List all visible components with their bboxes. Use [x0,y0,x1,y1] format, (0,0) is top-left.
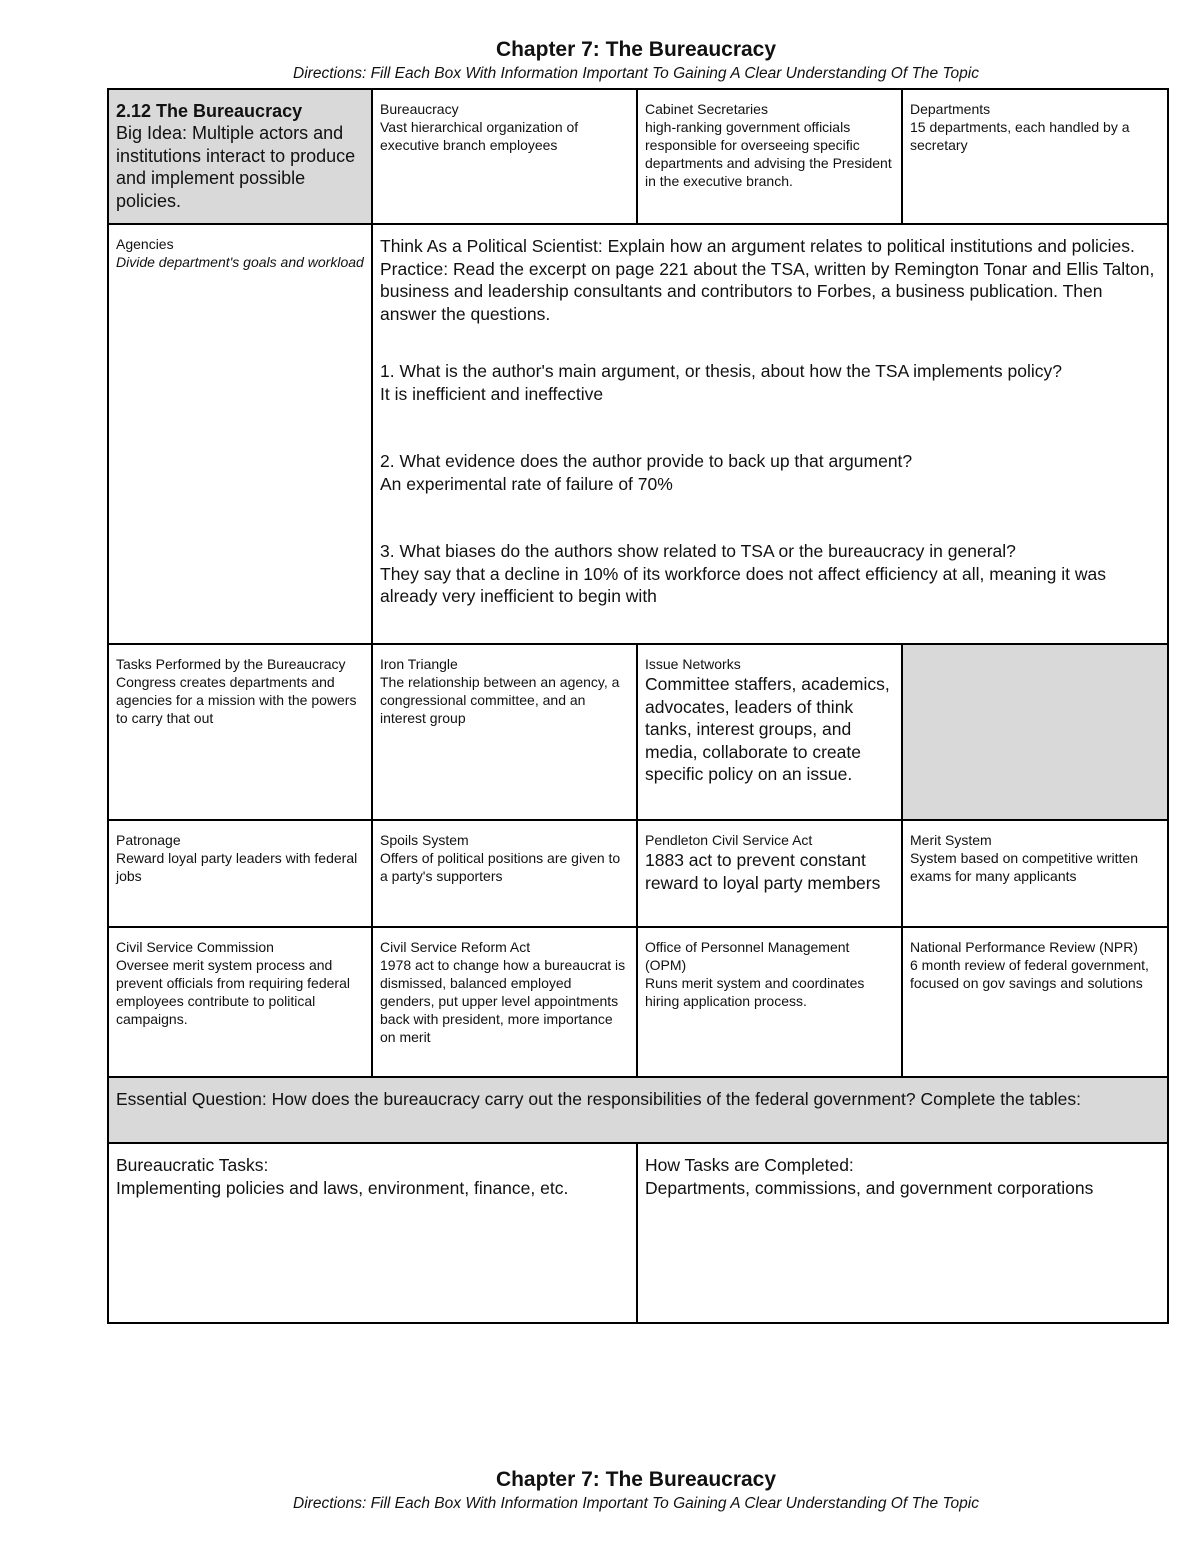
term-label: Departments [910,101,991,117]
answer-2: An experimental rate of failure of 70% [380,473,673,494]
term-cell [372,644,637,820]
tasks-cell [108,1143,637,1323]
table-row [108,89,1168,224]
term-definition: The relationship between an agency, a congressional committee, and an interest group [380,674,620,726]
tasks-answer: Implementing policies and laws, environment, finance, etc. [116,1177,569,1198]
term-definition: System based on competitive written exams for many applicants [910,850,1138,884]
term-definition: Oversee merit system process and prevent officials from requiring federal employees contribute to political campaigns. [116,957,350,1027]
tasks-completed-label: How Tasks are Completed: [645,1155,854,1175]
political-scientist-cell [372,224,1168,644]
term-definition: 1883 act to prevent constant reward to loyal party members [645,850,881,893]
page-directions: Directions: Fill Each Box With Information Important To Gaining A Clear Understanding Of The Topic [293,65,979,82]
term-cell [637,644,902,820]
term-label: Civil Service Commission [116,939,274,955]
question-2: 2. What evidence does the author provide to back up that argument? [380,451,913,471]
worksheet-table [107,88,1169,1324]
term-label: Tasks Performed by the Bureaucracy [116,656,346,672]
term-definition: 1978 act to change how a bureaucrat is dismissed, balanced employed genders, put upper level appointments back with president, more importance on merit [380,957,626,1045]
term-cell [902,89,1168,224]
table-row [108,224,1168,644]
term-cell [108,820,372,927]
term-definition: 6 month review of federal government, focused on gov savings and solutions [910,957,1149,991]
term-label: Merit System [910,832,992,848]
table-row [108,820,1168,927]
question-3: 3. What biases do the authors show related to TSA or the bureaucracy in general? [380,541,1016,561]
question-1: 1. What is the author's main argument, or thesis, about how the TSA implements policy? [380,361,1062,381]
term-cell [902,927,1168,1077]
term-cell [372,820,637,927]
answer-1: It is inefficient and ineffective [380,383,604,404]
term-label: Cabinet Secretaries [645,101,768,117]
page-header [0,38,1200,83]
term-label: Issue Networks [645,656,741,672]
table-row [108,1143,1168,1323]
term-cell [108,224,372,644]
empty-cell [902,644,1168,820]
table-row [108,1077,1168,1143]
term-cell [637,89,902,224]
page-directions: Directions: Fill Each Box With Information Important To Gaining A Clear Understanding Of The Topic [293,1495,979,1512]
term-label: Spoils System [380,832,469,848]
term-label: Civil Service Reform Act [380,939,531,955]
topic-title: 2.12 The Bureaucracy [116,101,303,121]
table-row [108,927,1168,1077]
tasks-completed-answer: Departments, commissions, and government corporations [645,1177,1094,1198]
tasks-completed-cell [637,1143,1168,1323]
tasks-label: Bureaucratic Tasks: [116,1155,269,1175]
page-title: Chapter 7: The Bureaucracy [495,38,777,61]
term-definition: Reward loyal party leaders with federal jobs [116,850,358,884]
term-definition: Offers of political positions are given to a party's supporters [380,850,621,884]
term-definition: high-ranking government officials responsible for overseeing specific departments and advising the President in the executive branch. [645,119,892,189]
term-definition: Vast hierarchical organization of executive branch employees [380,119,579,153]
term-definition: Divide department's goals and workload [116,254,364,270]
term-cell [372,89,637,224]
term-label: Patronage [116,832,181,848]
term-label: Bureaucracy [380,101,459,117]
term-cell [108,644,372,820]
term-definition: 15 departments, each handled by a secretary [910,119,1130,153]
term-cell [902,820,1168,927]
term-definition: Congress creates departments and agencies for a mission with the powers to carry that out [116,674,357,726]
term-label: Agencies [116,236,174,252]
topic-big-idea: Big Idea: Multiple actors and institutions interact to produce and implement possible policies. [116,123,356,211]
answer-3: They say that a decline in 10% of its workforce does not affect efficiency at all, meaning it was already very inefficient to begin with [380,563,1106,606]
term-definition: Committee staffers, academics, advocates, leaders of think tanks, interest groups, and media, collaborate to create specific policy on an issue. [645,674,890,784]
term-definition: Runs merit system and coordinates hiring application process. [645,975,865,1009]
page-title: Chapter 7: The Bureaucracy [495,1468,777,1491]
essential-question-cell [108,1077,1168,1143]
repeated-page-header [0,1468,1200,1513]
term-label: Office of Personnel Management (OPM) [645,939,850,973]
table-row [108,644,1168,820]
term-cell [637,927,902,1077]
term-cell [372,927,637,1077]
topic-cell [108,89,372,224]
essential-question: Essential Question: How does the bureaucracy carry out the responsibilities of the federal government? Complete the tables: [116,1089,1081,1109]
term-label: National Performance Review (NPR) [910,939,1138,955]
term-label: Pendleton Civil Service Act [645,832,813,848]
term-cell [637,820,902,927]
term-label: Iron Triangle [380,656,458,672]
term-cell [108,927,372,1077]
practice-prompt: Think As a Political Scientist: Explain how an argument relates to political institutions and policies. Practice: Read the excerpt on page 221 about the TSA, written by Remington Tonar and Ellis Talton, business and leadership consultants and contributors to Forbes, a business publication. Then answer the questions. [380,236,1155,324]
